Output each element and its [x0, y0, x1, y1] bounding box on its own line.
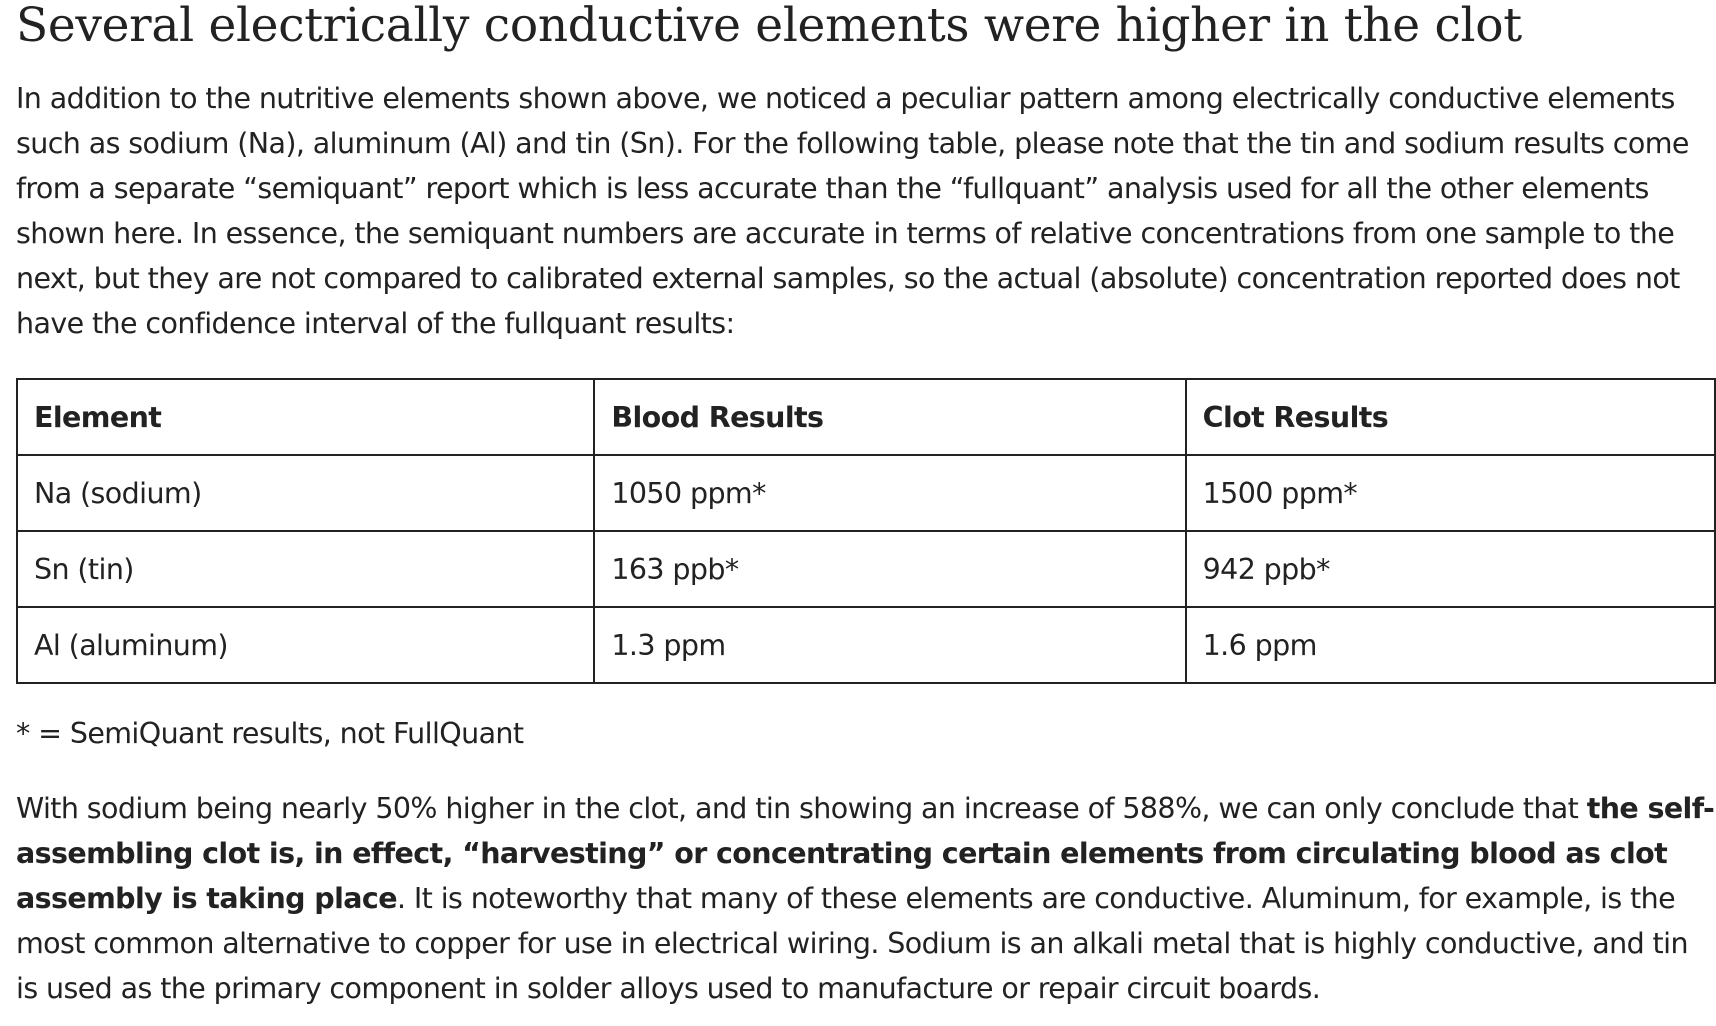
section-heading: Several electrically conductive elements were higher in the clot	[16, 0, 1522, 53]
header-element: Element	[17, 379, 594, 455]
table-footnote: * = SemiQuant results, not FullQuant	[16, 717, 524, 750]
cell-clot-result: 1.6 ppm	[1186, 607, 1715, 683]
cell-element: Sn (tin)	[17, 531, 594, 607]
conclusion-rest-text: . It is noteworthy that many of these elements are conductive. Aluminum, for example, is the most common alternative to copper for use in electrical wiring. Sodium is an alkali metal that is highly conductive, and tin is used as the primary component in solder alloys used to manufacture or repair circuit boards.	[16, 882, 1688, 1005]
header-blood-results: Blood Results	[594, 379, 1185, 455]
cell-clot-result: 1500 ppm*	[1186, 455, 1715, 531]
conclusion-paragraph	[16, 786, 1716, 1011]
table-row	[17, 455, 1715, 531]
conclusion-lead-text: With sodium being nearly 50% higher in the clot, and tin showing an increase of 588%, we can only conclude that	[16, 792, 1587, 825]
conclusion-bold-text: the self-assembling clot is, in effect, “harvesting” or concentrating certain elements from circulating blood as clot assembly is taking place	[16, 792, 1715, 915]
cell-blood-result: 1050 ppm*	[594, 455, 1185, 531]
cell-element: Al (aluminum)	[17, 607, 594, 683]
article-section	[16, 0, 1716, 1011]
intro-paragraph: In addition to the nutritive elements shown above, we noticed a peculiar pattern among electrically conductive elements such as sodium (Na), aluminum (Al) and tin (Sn). For the following table, please note that the tin and sodium results come from a separate “semiquant” report which is less accurate than the “fullquant” analysis used for all the other elements shown here. In essence, the semiquant numbers are accurate in terms of relative concentrations from one sample to the next, but they are not compared to calibrated external samples, so the actual (absolute) concentration reported does not have the confidence interval of the fullquant results:	[16, 82, 1689, 340]
cell-blood-result: 1.3 ppm	[594, 607, 1185, 683]
table-row	[17, 531, 1715, 607]
results-table	[16, 378, 1716, 684]
cell-clot-result: 942 ppb*	[1186, 531, 1715, 607]
cell-element: Na (sodium)	[17, 455, 594, 531]
table-header-row	[17, 379, 1715, 455]
header-clot-results: Clot Results	[1186, 379, 1715, 455]
cell-blood-result: 163 ppb*	[594, 531, 1185, 607]
table-row	[17, 607, 1715, 683]
